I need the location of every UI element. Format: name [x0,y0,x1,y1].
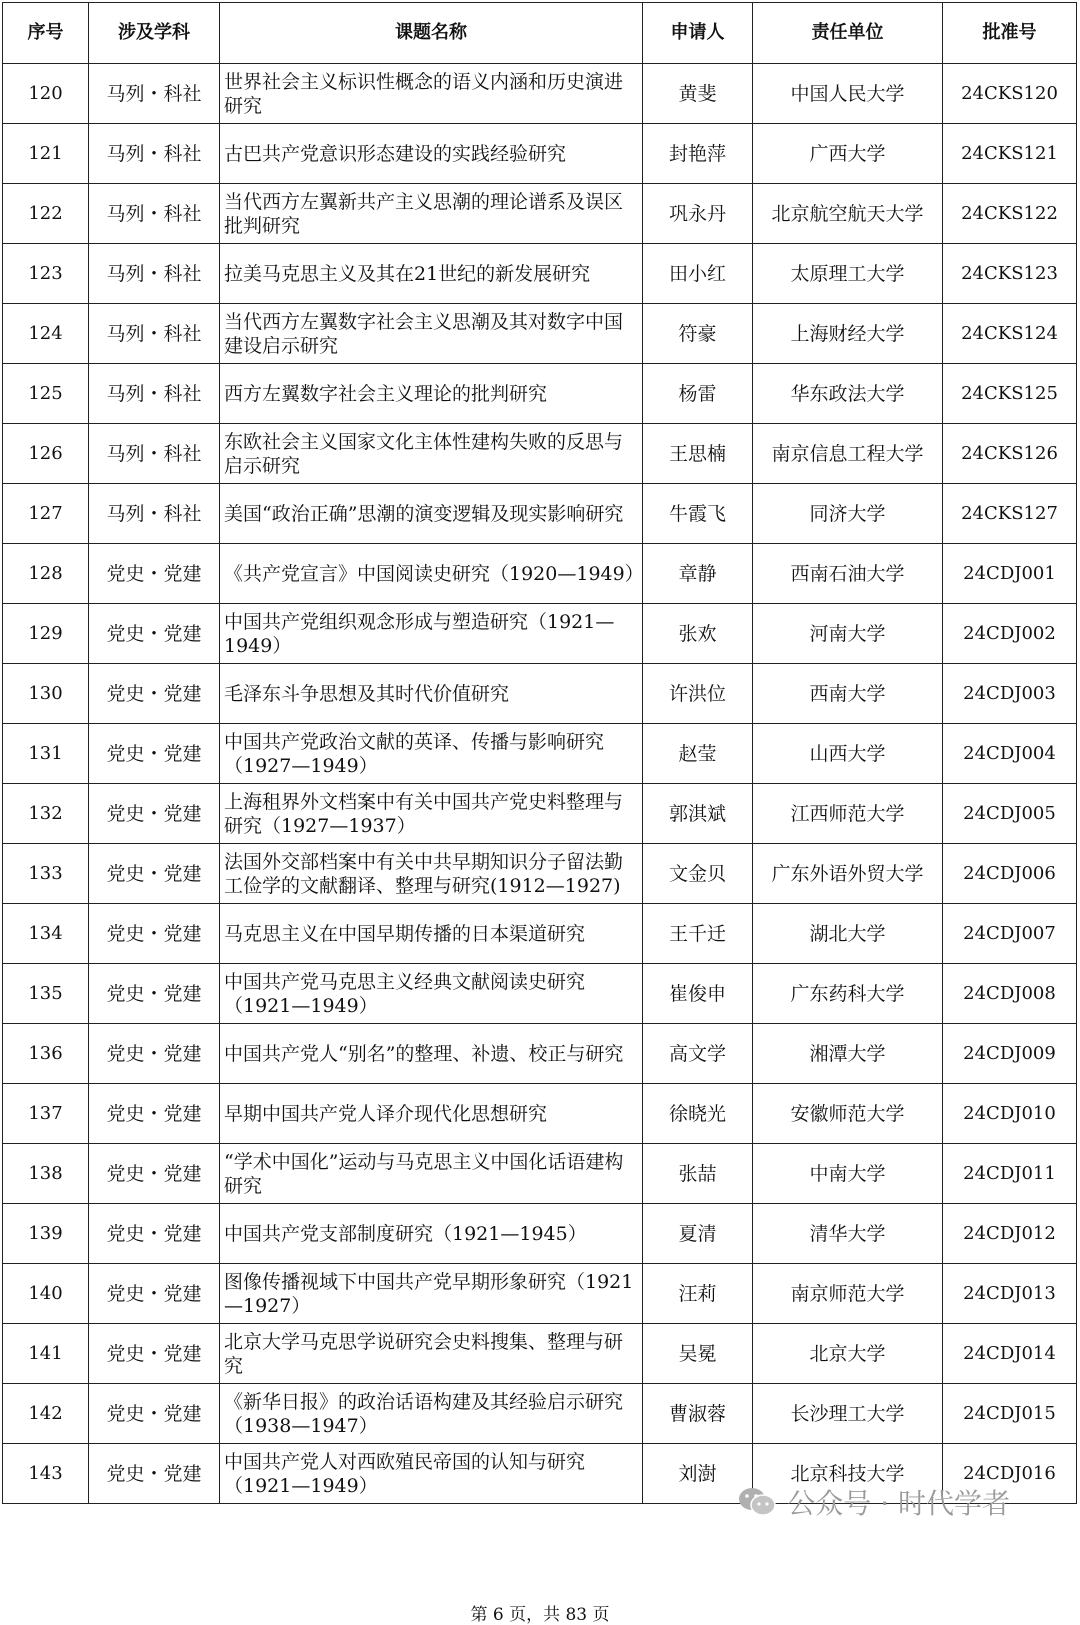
cell-no: 128 [3,544,89,604]
cell-code: 24CDJ008 [943,964,1077,1024]
table-row [3,1324,1077,1384]
cell-subject: 马列・科社 [89,364,220,424]
cell-no: 141 [3,1324,89,1384]
cell-subject: 党史・党建 [89,1024,220,1084]
cell-unit: 西南大学 [753,664,943,724]
cell-no: 132 [3,784,89,844]
cell-subject: 马列・科社 [89,244,220,304]
cell-unit: 南京师范大学 [753,1264,943,1324]
table-row [3,304,1077,364]
cell-title: 马克思主义在中国早期传播的日本渠道研究 [220,904,643,964]
cell-applicant: 王千迁 [643,904,753,964]
cell-applicant: 封艳萍 [643,124,753,184]
cell-code: 24CKS125 [943,364,1077,424]
cell-title: 东欧社会主义国家文化主体性建构失败的反思与启示研究 [220,424,643,484]
cell-code: 24CKS122 [943,184,1077,244]
cell-unit: 清华大学 [753,1204,943,1264]
cell-unit: 湘潭大学 [753,1024,943,1084]
cell-no: 142 [3,1384,89,1444]
cell-subject: 马列・科社 [89,124,220,184]
cell-applicant: 夏清 [643,1204,753,1264]
cell-code: 24CDJ003 [943,664,1077,724]
cell-code: 24CDJ004 [943,724,1077,784]
table-row [3,904,1077,964]
cell-subject: 党史・党建 [89,1084,220,1144]
cell-title: 拉美马克思主义及其在21世纪的新发展研究 [220,244,643,304]
cell-code: 24CKS127 [943,484,1077,544]
cell-unit: 同济大学 [753,484,943,544]
cell-unit: 上海财经大学 [753,304,943,364]
table-body [3,64,1077,1504]
cell-unit: 长沙理工大学 [753,1384,943,1444]
cell-unit: 北京科技大学 [753,1444,943,1504]
cell-subject: 党史・党建 [89,664,220,724]
cell-unit: 中南大学 [753,1144,943,1204]
cell-applicant: 崔俊申 [643,964,753,1024]
table-row [3,724,1077,784]
cell-no: 140 [3,1264,89,1324]
cell-title: 《新华日报》的政治话语构建及其经验启示研究（1938—1947） [220,1384,643,1444]
cell-code: 24CDJ009 [943,1024,1077,1084]
cell-applicant: 许洪位 [643,664,753,724]
header-subject: 涉及学科 [89,3,220,64]
cell-applicant: 曹淑蓉 [643,1384,753,1444]
cell-unit: 安徽师范大学 [753,1084,943,1144]
cell-subject: 党史・党建 [89,1264,220,1324]
cell-code: 24CKS123 [943,244,1077,304]
cell-title: 美国“政治正确”思潮的演变逻辑及现实影响研究 [220,484,643,544]
cell-title: 西方左翼数字社会主义理论的批判研究 [220,364,643,424]
header-unit: 责任单位 [753,3,943,64]
table-row [3,844,1077,904]
table-row [3,604,1077,664]
wechat-icon [737,1485,777,1519]
cell-subject: 马列・科社 [89,304,220,364]
cell-applicant: 徐晓光 [643,1084,753,1144]
header-title: 课题名称 [220,3,643,64]
cell-subject: 党史・党建 [89,1144,220,1204]
cell-title: 中国共产党政治文献的英译、传播与影响研究（1927—1949） [220,724,643,784]
cell-applicant: 汪莉 [643,1264,753,1324]
cell-unit: 广东外语外贸大学 [753,844,943,904]
cell-unit: 江西师范大学 [753,784,943,844]
cell-applicant: 符豪 [643,304,753,364]
cell-subject: 马列・科社 [89,184,220,244]
cell-applicant: 高文学 [643,1024,753,1084]
cell-code: 24CKS126 [943,424,1077,484]
cell-subject: 党史・党建 [89,1384,220,1444]
cell-unit: 西南石油大学 [753,544,943,604]
cell-no: 121 [3,124,89,184]
cell-applicant: 章静 [643,544,753,604]
cell-title: 法国外交部档案中有关中共早期知识分子留法勤工俭学的文献翻译、整理与研究(1912—1927) [220,844,643,904]
cell-unit: 河南大学 [753,604,943,664]
cell-subject: 马列・科社 [89,424,220,484]
cell-applicant: 张喆 [643,1144,753,1204]
table-row [3,544,1077,604]
cell-applicant: 杨雷 [643,364,753,424]
table-row [3,1144,1077,1204]
table-row [3,244,1077,304]
table-row [3,64,1077,124]
cell-code: 24CKS120 [943,64,1077,124]
cell-code: 24CDJ006 [943,844,1077,904]
cell-code: 24CDJ007 [943,904,1077,964]
cell-subject: 党史・党建 [89,904,220,964]
cell-subject: 党史・党建 [89,1324,220,1384]
cell-title: 世界社会主义标识性概念的语义内涵和历史演进研究 [220,64,643,124]
cell-unit: 太原理工大学 [753,244,943,304]
cell-subject: 党史・党建 [89,544,220,604]
cell-code: 24CDJ014 [943,1324,1077,1384]
cell-unit: 湖北大学 [753,904,943,964]
cell-subject: 党史・党建 [89,844,220,904]
table-row [3,1204,1077,1264]
cell-subject: 马列・科社 [89,484,220,544]
cell-subject: 党史・党建 [89,784,220,844]
cell-code: 24CKS124 [943,304,1077,364]
table-row [3,964,1077,1024]
cell-no: 138 [3,1144,89,1204]
cell-title: 中国共产党组织观念形成与塑造研究（1921—1949） [220,604,643,664]
cell-unit: 广西大学 [753,124,943,184]
cell-applicant: 刘澍 [643,1444,753,1504]
header-no: 序号 [3,3,89,64]
cell-unit: 北京大学 [753,1324,943,1384]
page-footer: 第 6 页，共 83 页 [470,1605,610,1625]
cell-no: 137 [3,1084,89,1144]
project-table [2,2,1077,1504]
cell-title: 早期中国共产党人译介现代化思想研究 [220,1084,643,1144]
cell-no: 124 [3,304,89,364]
cell-no: 133 [3,844,89,904]
cell-no: 136 [3,1024,89,1084]
cell-applicant: 田小红 [643,244,753,304]
cell-subject: 党史・党建 [89,724,220,784]
cell-title: 图像传播视域下中国共产党早期形象研究（1921—1927） [220,1264,643,1324]
cell-code: 24CDJ005 [943,784,1077,844]
table-row [3,1084,1077,1144]
cell-applicant: 牛霞飞 [643,484,753,544]
cell-applicant: 黄斐 [643,64,753,124]
cell-title: 中国共产党马克思主义经典文献阅读史研究（1921—1949） [220,964,643,1024]
cell-title: 《共产党宣言》中国阅读史研究（1920—1949） [220,544,643,604]
cell-subject: 党史・党建 [89,964,220,1024]
table-row [3,124,1077,184]
cell-no: 143 [3,1444,89,1504]
table-row [3,364,1077,424]
cell-code: 24CDJ010 [943,1084,1077,1144]
watermark-text: 公众号 · 时代学者 [787,1487,1010,1520]
cell-applicant: 张欢 [643,604,753,664]
cell-subject: 党史・党建 [89,1444,220,1504]
cell-no: 123 [3,244,89,304]
cell-title: “学术中国化”运动与马克思主义中国化话语建构研究 [220,1144,643,1204]
cell-title: 中国共产党支部制度研究（1921—1945） [220,1204,643,1264]
cell-title: 上海租界外文档案中有关中国共产党史料整理与研究（1927—1937） [220,784,643,844]
cell-no: 127 [3,484,89,544]
header-applicant: 申请人 [643,3,753,64]
table-row [3,1264,1077,1324]
cell-unit: 华东政法大学 [753,364,943,424]
cell-applicant: 文金贝 [643,844,753,904]
cell-subject: 党史・党建 [89,1204,220,1264]
table-row [3,664,1077,724]
table-row [3,484,1077,544]
cell-applicant: 郭淇斌 [643,784,753,844]
cell-unit: 中国人民大学 [753,64,943,124]
table-row [3,1384,1077,1444]
cell-unit: 北京航空航天大学 [753,184,943,244]
table-header-row [3,3,1077,64]
cell-code: 24CDJ015 [943,1384,1077,1444]
cell-no: 131 [3,724,89,784]
cell-title: 中国共产党人“别名”的整理、补遗、校正与研究 [220,1024,643,1084]
header-code: 批准号 [943,3,1077,64]
cell-title: 当代西方左翼新共产主义思潮的理论谱系及误区批判研究 [220,184,643,244]
cell-unit: 山西大学 [753,724,943,784]
cell-applicant: 王思楠 [643,424,753,484]
cell-title: 中国共产党人对西欧殖民帝国的认知与研究（1921—1949） [220,1444,643,1504]
table-row [3,1024,1077,1084]
cell-no: 125 [3,364,89,424]
cell-applicant: 吴冕 [643,1324,753,1384]
cell-code: 24CDJ011 [943,1144,1077,1204]
table-row [3,424,1077,484]
cell-unit: 南京信息工程大学 [753,424,943,484]
cell-no: 126 [3,424,89,484]
cell-applicant: 巩永丹 [643,184,753,244]
cell-no: 139 [3,1204,89,1264]
cell-code: 24CDJ002 [943,604,1077,664]
cell-code: 24CKS121 [943,124,1077,184]
cell-no: 129 [3,604,89,664]
table-row [3,784,1077,844]
cell-code: 24CDJ012 [943,1204,1077,1264]
cell-code: 24CDJ001 [943,544,1077,604]
cell-no: 134 [3,904,89,964]
watermark [737,1482,1010,1522]
cell-no: 122 [3,184,89,244]
cell-no: 120 [3,64,89,124]
project-table-container [2,2,1076,1504]
cell-title: 当代西方左翼数字社会主义思潮及其对数字中国建设启示研究 [220,304,643,364]
cell-unit: 广东药科大学 [753,964,943,1024]
cell-title: 北京大学马克思学说研究会史料搜集、整理与研究 [220,1324,643,1384]
cell-subject: 马列・科社 [89,64,220,124]
cell-subject: 党史・党建 [89,604,220,664]
cell-code: 24CDJ013 [943,1264,1077,1324]
cell-code: 24CDJ016 [943,1444,1077,1504]
cell-title: 毛泽东斗争思想及其时代价值研究 [220,664,643,724]
cell-applicant: 赵莹 [643,724,753,784]
cell-no: 135 [3,964,89,1024]
cell-no: 130 [3,664,89,724]
table-row [3,184,1077,244]
cell-title: 古巴共产党意识形态建设的实践经验研究 [220,124,643,184]
